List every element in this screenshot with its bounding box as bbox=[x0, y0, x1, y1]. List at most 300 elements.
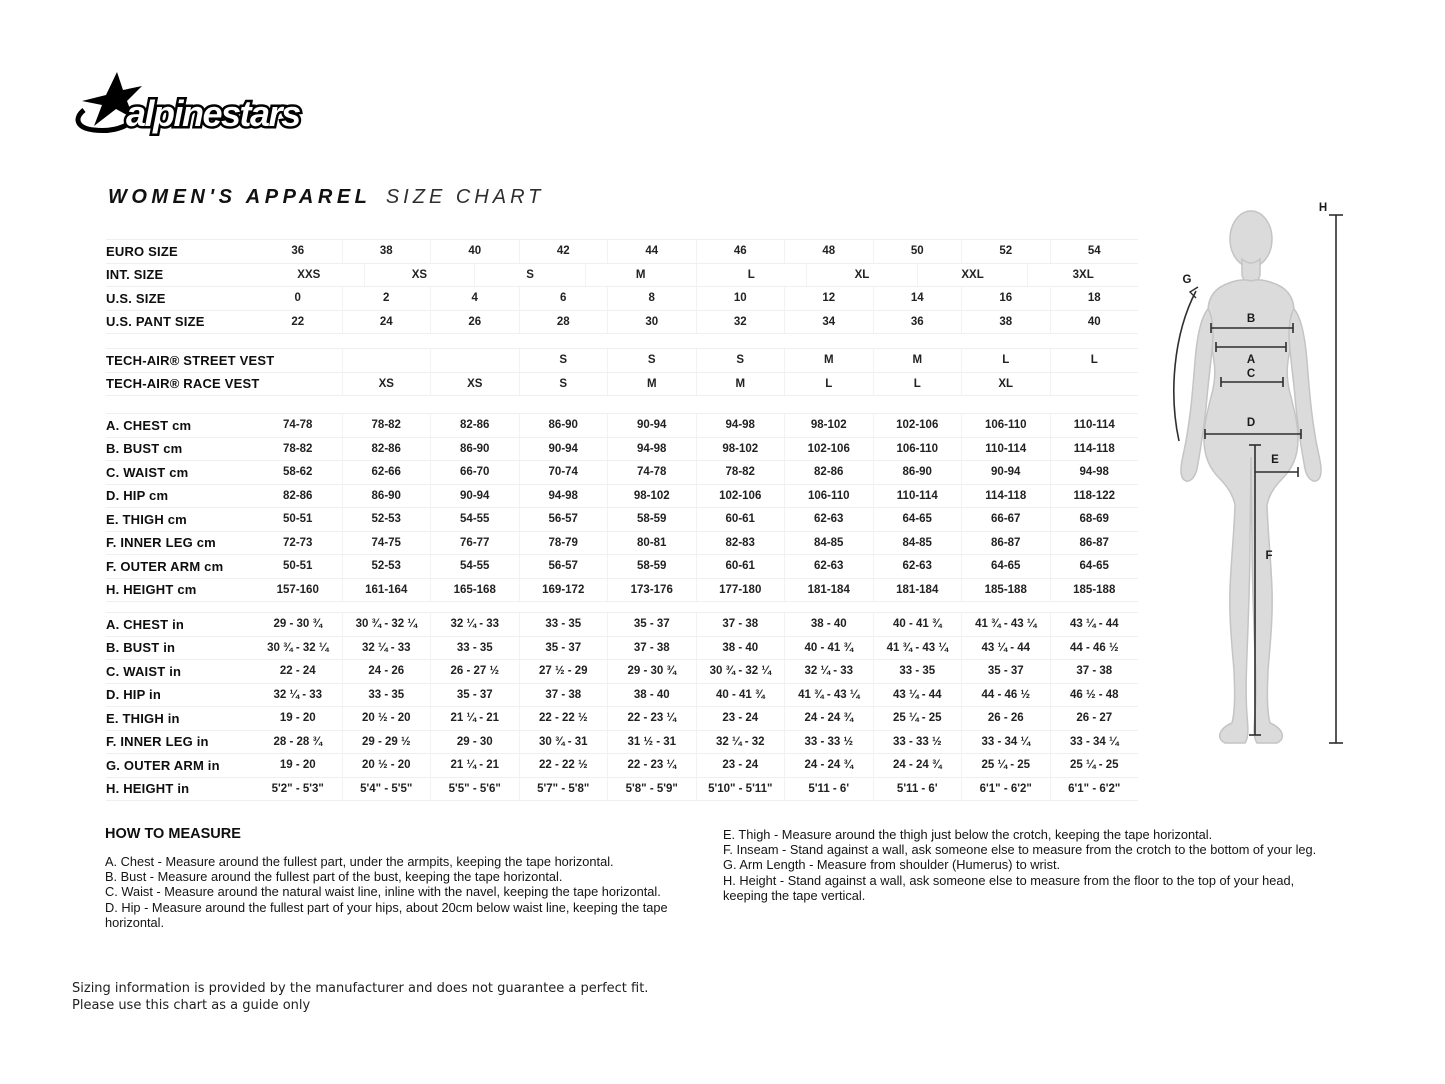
size-cell: 86-87 bbox=[961, 532, 1050, 555]
size-row-label: U.S. PANT SIZE bbox=[106, 314, 205, 330]
size-cell: 33 - 35 bbox=[430, 637, 519, 660]
size-cell: S bbox=[607, 349, 696, 372]
size-row-values bbox=[254, 508, 1138, 531]
size-row-label: H. HEIGHT in bbox=[106, 781, 190, 797]
label-b: B bbox=[1246, 313, 1256, 325]
measurement-figure bbox=[1163, 193, 1363, 773]
size-cell: 29 - 30 bbox=[430, 731, 519, 754]
female-silhouette-icon bbox=[1181, 211, 1321, 743]
size-cell bbox=[254, 349, 342, 372]
size-cell: 4 bbox=[430, 287, 519, 310]
size-cell bbox=[254, 373, 342, 396]
size-row bbox=[106, 660, 1138, 684]
size-cell: 37 - 38 bbox=[607, 637, 696, 660]
size-row-values bbox=[254, 264, 1138, 287]
size-row-values bbox=[254, 555, 1138, 578]
size-cell: 40 bbox=[430, 240, 519, 263]
size-row-values bbox=[254, 414, 1138, 437]
size-row-values bbox=[254, 637, 1138, 660]
size-cell: 82-86 bbox=[342, 438, 431, 461]
size-row bbox=[106, 532, 1138, 556]
size-cell: 44 - 46 ½ bbox=[1050, 637, 1139, 660]
size-cell: 86-90 bbox=[873, 461, 962, 484]
page-title bbox=[108, 186, 544, 209]
size-row-values bbox=[254, 660, 1138, 683]
size-cell: 106-110 bbox=[873, 438, 962, 461]
size-cell: 22 - 23 ¼ bbox=[607, 754, 696, 777]
how-to-measure-list-left bbox=[105, 854, 705, 930]
size-cell: 5'11 - 6' bbox=[784, 778, 873, 801]
size-cell: 37 - 38 bbox=[519, 684, 608, 707]
size-row bbox=[106, 778, 1138, 802]
how-to-measure-item: E. Thigh - Measure around the thigh just below the crotch, keeping the tape horizontal. bbox=[723, 827, 1213, 842]
size-row-values bbox=[254, 684, 1138, 707]
size-cell: 64-65 bbox=[1050, 555, 1139, 578]
size-cell: 38 - 40 bbox=[784, 613, 873, 636]
size-cell: 30 ¾ - 32 ¼ bbox=[696, 660, 785, 683]
page-title-sub: SIZE CHART bbox=[385, 186, 545, 208]
size-cell: 52-53 bbox=[342, 508, 431, 531]
size-cell: 29 - 30 ¾ bbox=[273, 618, 323, 631]
size-cell: 86-90 bbox=[342, 485, 431, 508]
size-cell: 32 ¼ - 33 bbox=[273, 688, 323, 701]
size-row-values bbox=[254, 778, 1138, 801]
size-row bbox=[106, 579, 1138, 603]
size-cell: 86-87 bbox=[1050, 532, 1139, 555]
size-cell: 32 ¼ - 33 bbox=[342, 637, 431, 660]
size-row-label: D. HIP in bbox=[106, 687, 162, 703]
size-cell: 157-160 bbox=[276, 583, 319, 596]
size-cell: 19 - 20 bbox=[279, 759, 316, 772]
size-cell: 10 bbox=[696, 287, 785, 310]
size-row bbox=[106, 373, 1138, 397]
size-cell: 29 - 29 ½ bbox=[342, 731, 431, 754]
size-cell: 43 ¼ - 44 bbox=[961, 637, 1050, 660]
size-cell: 114-118 bbox=[1050, 438, 1139, 461]
size-cell: 24 - 24 ¾ bbox=[784, 707, 873, 730]
size-cell: 98-102 bbox=[696, 438, 785, 461]
size-cell: 30 ¾ - 32 ¼ bbox=[342, 613, 431, 636]
size-cell: 74-75 bbox=[342, 532, 431, 555]
size-cell: 22 - 23 ¼ bbox=[607, 707, 696, 730]
size-cell: 25 ¼ - 25 bbox=[1050, 754, 1139, 777]
tech-air-block bbox=[106, 348, 1138, 396]
size-cell: 40 - 41 ¾ bbox=[784, 637, 873, 660]
size-cell: 35 - 37 bbox=[430, 684, 519, 707]
size-cell: 33 - 35 bbox=[873, 660, 962, 683]
size-cell: 32 ¼ - 32 bbox=[696, 731, 785, 754]
label-d: D bbox=[1246, 417, 1256, 429]
size-cell: 185-188 bbox=[961, 579, 1050, 602]
size-row bbox=[106, 555, 1138, 579]
size-cell: 44 - 46 ½ bbox=[961, 684, 1050, 707]
size-cell: 24 - 26 bbox=[342, 660, 431, 683]
size-cell: 38 bbox=[961, 311, 1050, 334]
size-cell: 90-94 bbox=[961, 461, 1050, 484]
size-row bbox=[106, 461, 1138, 485]
size-table bbox=[106, 239, 1138, 801]
size-cell: 8 bbox=[607, 287, 696, 310]
size-cell: 43 ¼ - 44 bbox=[873, 684, 962, 707]
size-row-label: A. CHEST in bbox=[106, 616, 185, 632]
size-row-label: B. BUST in bbox=[106, 640, 176, 656]
size-cell: 6 bbox=[519, 287, 608, 310]
size-cell: 66-67 bbox=[961, 508, 1050, 531]
size-row-label: B. BUST cm bbox=[106, 441, 183, 457]
size-row-label: F. OUTER ARM cm bbox=[106, 558, 224, 574]
size-row-label: C. WAIST in bbox=[106, 663, 182, 679]
size-cell: 22 - 22 ½ bbox=[519, 754, 608, 777]
size-row-values bbox=[254, 311, 1138, 334]
size-cell: 36 bbox=[291, 245, 305, 258]
size-cell: L bbox=[1050, 349, 1139, 372]
size-cell bbox=[430, 349, 519, 372]
size-cell: 78-82 bbox=[342, 414, 431, 437]
size-cell: M bbox=[873, 349, 962, 372]
size-cell: XXL bbox=[917, 264, 1028, 287]
size-cell: 16 bbox=[961, 287, 1050, 310]
size-cell: M bbox=[696, 373, 785, 396]
size-cell: 94-98 bbox=[607, 438, 696, 461]
size-row-values bbox=[254, 731, 1138, 754]
size-row bbox=[106, 311, 1138, 335]
size-row bbox=[106, 684, 1138, 708]
size-cell: 26 bbox=[430, 311, 519, 334]
size-cell: 58-62 bbox=[283, 466, 313, 479]
size-cell: 19 - 20 bbox=[279, 712, 316, 725]
size-cell: 58-59 bbox=[607, 555, 696, 578]
size-cell: 37 - 38 bbox=[1050, 660, 1139, 683]
size-cell: 50-51 bbox=[283, 560, 313, 573]
size-cell: 33 - 34 ¼ bbox=[1050, 731, 1139, 754]
size-cell: 68-69 bbox=[1050, 508, 1139, 531]
size-cell: 54 bbox=[1050, 240, 1139, 263]
size-cell: 98-102 bbox=[784, 414, 873, 437]
size-cell: 38 - 40 bbox=[607, 684, 696, 707]
size-cell: XS bbox=[342, 373, 431, 396]
size-cell: 106-110 bbox=[961, 414, 1050, 437]
size-cell: 82-86 bbox=[784, 461, 873, 484]
size-row bbox=[106, 754, 1138, 778]
size-row bbox=[106, 707, 1138, 731]
size-cell: 41 ¾ - 43 ¼ bbox=[784, 684, 873, 707]
size-cell: 94-98 bbox=[1050, 461, 1139, 484]
footer-disclaimer bbox=[72, 981, 648, 1014]
size-row bbox=[106, 414, 1138, 438]
size-cell: 62-63 bbox=[873, 555, 962, 578]
size-cell: M bbox=[585, 264, 696, 287]
size-cell: 32 ¼ - 33 bbox=[430, 613, 519, 636]
page-title-main: WOMEN'S APPAREL bbox=[108, 186, 372, 208]
size-cell: 181-184 bbox=[784, 579, 873, 602]
size-cell: 110-114 bbox=[873, 485, 962, 508]
size-cell: M bbox=[784, 349, 873, 372]
size-cell: 33 - 33 ½ bbox=[873, 731, 962, 754]
size-cell: XS bbox=[364, 264, 475, 287]
size-cell: 18 bbox=[1050, 287, 1139, 310]
size-cell: 44 bbox=[607, 240, 696, 263]
size-cell: 32 ¼ - 33 bbox=[784, 660, 873, 683]
size-cell: 25 ¼ - 25 bbox=[961, 754, 1050, 777]
size-cell: 34 bbox=[784, 311, 873, 334]
size-cell: 177-180 bbox=[696, 579, 785, 602]
size-cell: 94-98 bbox=[519, 485, 608, 508]
size-cell: 82-86 bbox=[430, 414, 519, 437]
label-f: F bbox=[1265, 550, 1273, 562]
size-row-label: TECH-AIR® STREET VEST bbox=[106, 352, 275, 368]
size-row-values bbox=[254, 579, 1138, 602]
size-cell: 102-106 bbox=[873, 414, 962, 437]
size-cell: 40 - 41 ¾ bbox=[696, 684, 785, 707]
size-cell: 26 - 27 bbox=[1050, 707, 1139, 730]
size-cell: 114-118 bbox=[961, 485, 1050, 508]
size-cell: S bbox=[696, 349, 785, 372]
size-row-values bbox=[254, 438, 1138, 461]
size-row-values bbox=[254, 613, 1138, 636]
size-cell: 84-85 bbox=[873, 532, 962, 555]
size-cell: XS bbox=[430, 373, 519, 396]
footer-line-1: Sizing information is provided by the manufacturer and does not guarantee a perfect fit. bbox=[72, 981, 649, 996]
size-cell: 28 - 28 ¾ bbox=[273, 735, 323, 748]
size-cell: 185-188 bbox=[1050, 579, 1139, 602]
size-cell: 52 bbox=[961, 240, 1050, 263]
label-e: E bbox=[1271, 454, 1279, 466]
how-to-measure-list-right bbox=[723, 827, 1341, 903]
size-row bbox=[106, 731, 1138, 755]
size-cell: 102-106 bbox=[696, 485, 785, 508]
size-row bbox=[106, 264, 1138, 288]
label-h: H bbox=[1318, 202, 1328, 214]
size-row-label: INT. SIZE bbox=[106, 267, 164, 283]
size-cell: 32 bbox=[696, 311, 785, 334]
size-cell: 23 - 24 bbox=[696, 707, 785, 730]
size-cell: 90-94 bbox=[430, 485, 519, 508]
size-row-label: F. INNER LEG in bbox=[106, 734, 209, 750]
size-row-values bbox=[254, 754, 1138, 777]
size-cell: 5'5" - 5'6" bbox=[430, 778, 519, 801]
size-cell: 46 bbox=[696, 240, 785, 263]
size-cell: 21 ¼ - 21 bbox=[430, 754, 519, 777]
size-row bbox=[106, 287, 1138, 311]
size-cell: 62-66 bbox=[342, 461, 431, 484]
size-row-values bbox=[254, 349, 1138, 372]
size-row-label: E. THIGH cm bbox=[106, 511, 187, 527]
size-cell: 72-73 bbox=[283, 536, 313, 549]
size-cell: 90-94 bbox=[607, 414, 696, 437]
size-cell: 46 ½ - 48 bbox=[1050, 684, 1139, 707]
size-cell: 82-86 bbox=[283, 489, 313, 502]
size-cell: 5'10" - 5'11" bbox=[696, 778, 785, 801]
size-cell: 24 - 24 ¾ bbox=[873, 754, 962, 777]
size-cell: 161-164 bbox=[342, 579, 431, 602]
size-cell: 52-53 bbox=[342, 555, 431, 578]
size-cell: 38 bbox=[342, 240, 431, 263]
size-cell: 62-63 bbox=[784, 555, 873, 578]
size-cell: 110-114 bbox=[1050, 414, 1139, 437]
size-cell: 5'8" - 5'9" bbox=[607, 778, 696, 801]
size-cell: 66-70 bbox=[430, 461, 519, 484]
size-row bbox=[106, 613, 1138, 637]
body-silhouette-diagram bbox=[1163, 193, 1363, 773]
size-row-values bbox=[254, 485, 1138, 508]
size-cell: 12 bbox=[784, 287, 873, 310]
size-cell: 181-184 bbox=[873, 579, 962, 602]
size-cell: 24 bbox=[342, 311, 431, 334]
size-row-label: U.S. SIZE bbox=[106, 290, 166, 306]
alpinestars-logo bbox=[70, 70, 330, 142]
size-row-values bbox=[254, 532, 1138, 555]
size-cell: 58-59 bbox=[607, 508, 696, 531]
footer-line-2: Please use this chart as a guide only bbox=[72, 997, 311, 1013]
size-cell: 40 bbox=[1050, 311, 1139, 334]
size-cell: 80-81 bbox=[607, 532, 696, 555]
size-cell: XXS bbox=[297, 268, 321, 281]
size-cell: 42 bbox=[519, 240, 608, 263]
size-cell: 78-82 bbox=[696, 461, 785, 484]
size-row bbox=[106, 240, 1138, 264]
measurements-in-block bbox=[106, 612, 1138, 801]
size-row-label: F. INNER LEG cm bbox=[106, 535, 216, 551]
size-cell: 70-74 bbox=[519, 461, 608, 484]
how-to-measure-item: C. Waist - Measure around the natural waist line, inline with the navel, keeping the tape horizontal. bbox=[105, 884, 661, 900]
size-row bbox=[106, 438, 1138, 462]
size-cell: 22 - 22 ½ bbox=[519, 707, 608, 730]
size-cell: 6'1" - 6'2" bbox=[1050, 778, 1139, 801]
size-cell: 64-65 bbox=[961, 555, 1050, 578]
how-to-measure-item: D. Hip - Measure around the fullest part of your hips, about 20cm below waist line, keeping the tape horizontal. bbox=[105, 899, 668, 930]
size-cell: 5'11 - 6' bbox=[873, 778, 962, 801]
size-row-values bbox=[254, 287, 1138, 310]
size-cell: 26 - 27 ½ bbox=[430, 660, 519, 683]
size-cell: 40 - 41 ¾ bbox=[873, 613, 962, 636]
alpinestars-logo-icon bbox=[70, 70, 330, 142]
size-cell: L bbox=[696, 264, 807, 287]
size-cell: 21 ¼ - 21 bbox=[430, 707, 519, 730]
size-cell: 54-55 bbox=[430, 508, 519, 531]
size-cell: L bbox=[961, 349, 1050, 372]
size-row-label: C. WAIST cm bbox=[106, 464, 189, 480]
size-cell: 74-78 bbox=[607, 461, 696, 484]
size-cell: 33 - 34 ¼ bbox=[961, 731, 1050, 754]
size-cell: 0 bbox=[294, 292, 301, 305]
size-conversion-block bbox=[106, 239, 1138, 334]
size-cell: 38 - 40 bbox=[696, 637, 785, 660]
size-row bbox=[106, 508, 1138, 532]
size-cell: 5'7" - 5'8" bbox=[519, 778, 608, 801]
size-cell: 3XL bbox=[1027, 264, 1138, 287]
size-cell: 30 ¾ - 31 bbox=[519, 731, 608, 754]
label-g: G bbox=[1182, 274, 1192, 286]
size-row-values bbox=[254, 461, 1138, 484]
size-cell: 30 bbox=[607, 311, 696, 334]
size-row-label: EURO SIZE bbox=[106, 243, 178, 259]
size-cell: L bbox=[784, 373, 873, 396]
size-cell: XL bbox=[961, 373, 1050, 396]
size-cell: 90-94 bbox=[519, 438, 608, 461]
logo-wordmark: alpinestars bbox=[126, 93, 300, 134]
size-cell: M bbox=[607, 373, 696, 396]
size-cell: 64-65 bbox=[873, 508, 962, 531]
size-cell: 22 bbox=[291, 315, 305, 328]
size-cell: 35 - 37 bbox=[607, 613, 696, 636]
size-cell: 36 bbox=[873, 311, 962, 334]
size-row-label: G. OUTER ARM in bbox=[106, 757, 220, 773]
size-row bbox=[106, 349, 1138, 373]
size-cell: 98-102 bbox=[607, 485, 696, 508]
size-cell: 28 bbox=[519, 311, 608, 334]
size-cell: 5'4" - 5'5" bbox=[342, 778, 431, 801]
size-cell: 56-57 bbox=[519, 508, 608, 531]
size-cell: 56-57 bbox=[519, 555, 608, 578]
how-to-measure-item: F. Inseam - Stand against a wall, ask someone else to measure from the crotch to the bottom of your leg. bbox=[723, 842, 1317, 858]
how-to-measure-item: A. Chest - Measure around the fullest part, under the armpits, keeping the tape horizontal. bbox=[105, 854, 614, 869]
how-to-measure-section bbox=[105, 826, 705, 930]
size-cell: 33 - 35 bbox=[519, 613, 608, 636]
size-cell: 31 ½ - 31 bbox=[607, 731, 696, 754]
size-cell: 22 - 24 bbox=[279, 665, 316, 678]
size-cell: 6'1" - 6'2" bbox=[961, 778, 1050, 801]
size-cell: 169-172 bbox=[519, 579, 608, 602]
size-cell: 48 bbox=[784, 240, 873, 263]
size-cell: 62-63 bbox=[784, 508, 873, 531]
size-cell: S bbox=[519, 349, 608, 372]
size-cell: 26 - 26 bbox=[961, 707, 1050, 730]
size-cell: 14 bbox=[873, 287, 962, 310]
size-cell: 118-122 bbox=[1050, 485, 1139, 508]
label-c: C bbox=[1246, 368, 1256, 380]
size-cell: 33 - 35 bbox=[342, 684, 431, 707]
size-row-label: E. THIGH in bbox=[106, 710, 180, 726]
size-row-values bbox=[254, 373, 1138, 396]
size-cell: 84-85 bbox=[784, 532, 873, 555]
size-cell: 78-82 bbox=[283, 442, 313, 455]
how-to-measure-heading: HOW TO MEASURE bbox=[105, 826, 241, 842]
size-cell: 20 ½ - 20 bbox=[342, 707, 431, 730]
size-cell: 24 - 24 ¾ bbox=[784, 754, 873, 777]
size-cell: 102-106 bbox=[784, 438, 873, 461]
size-cell: L bbox=[873, 373, 962, 396]
size-cell: 94-98 bbox=[696, 414, 785, 437]
size-cell bbox=[342, 349, 431, 372]
size-cell: 27 ½ - 29 bbox=[519, 660, 608, 683]
size-cell: 41 ¾ - 43 ¼ bbox=[873, 637, 962, 660]
size-cell bbox=[1050, 373, 1139, 396]
size-row-values bbox=[254, 240, 1138, 263]
size-cell: 37 - 38 bbox=[696, 613, 785, 636]
size-cell: 33 - 33 ½ bbox=[784, 731, 873, 754]
size-row bbox=[106, 637, 1138, 661]
size-row-label: TECH-AIR® RACE VEST bbox=[106, 376, 260, 392]
size-cell: 60-61 bbox=[696, 508, 785, 531]
measurements-cm-block bbox=[106, 413, 1138, 602]
size-row bbox=[106, 485, 1138, 509]
size-cell: 165-168 bbox=[430, 579, 519, 602]
size-cell: 35 - 37 bbox=[961, 660, 1050, 683]
size-cell: 41 ¾ - 43 ¼ bbox=[961, 613, 1050, 636]
size-cell: 25 ¼ - 25 bbox=[873, 707, 962, 730]
size-cell: 29 - 30 ¾ bbox=[607, 660, 696, 683]
size-row-label: H. HEIGHT cm bbox=[106, 582, 197, 598]
size-cell: 78-79 bbox=[519, 532, 608, 555]
size-cell: 110-114 bbox=[961, 438, 1050, 461]
size-cell: S bbox=[474, 264, 585, 287]
size-cell: XL bbox=[806, 264, 917, 287]
label-a: A bbox=[1246, 354, 1256, 366]
size-row-values bbox=[254, 707, 1138, 730]
size-cell: 50 bbox=[873, 240, 962, 263]
size-cell: 74-78 bbox=[283, 419, 313, 432]
how-to-measure-item: B. Bust - Measure around the fullest part of the bust, keeping the tape horizontal. bbox=[105, 869, 563, 885]
